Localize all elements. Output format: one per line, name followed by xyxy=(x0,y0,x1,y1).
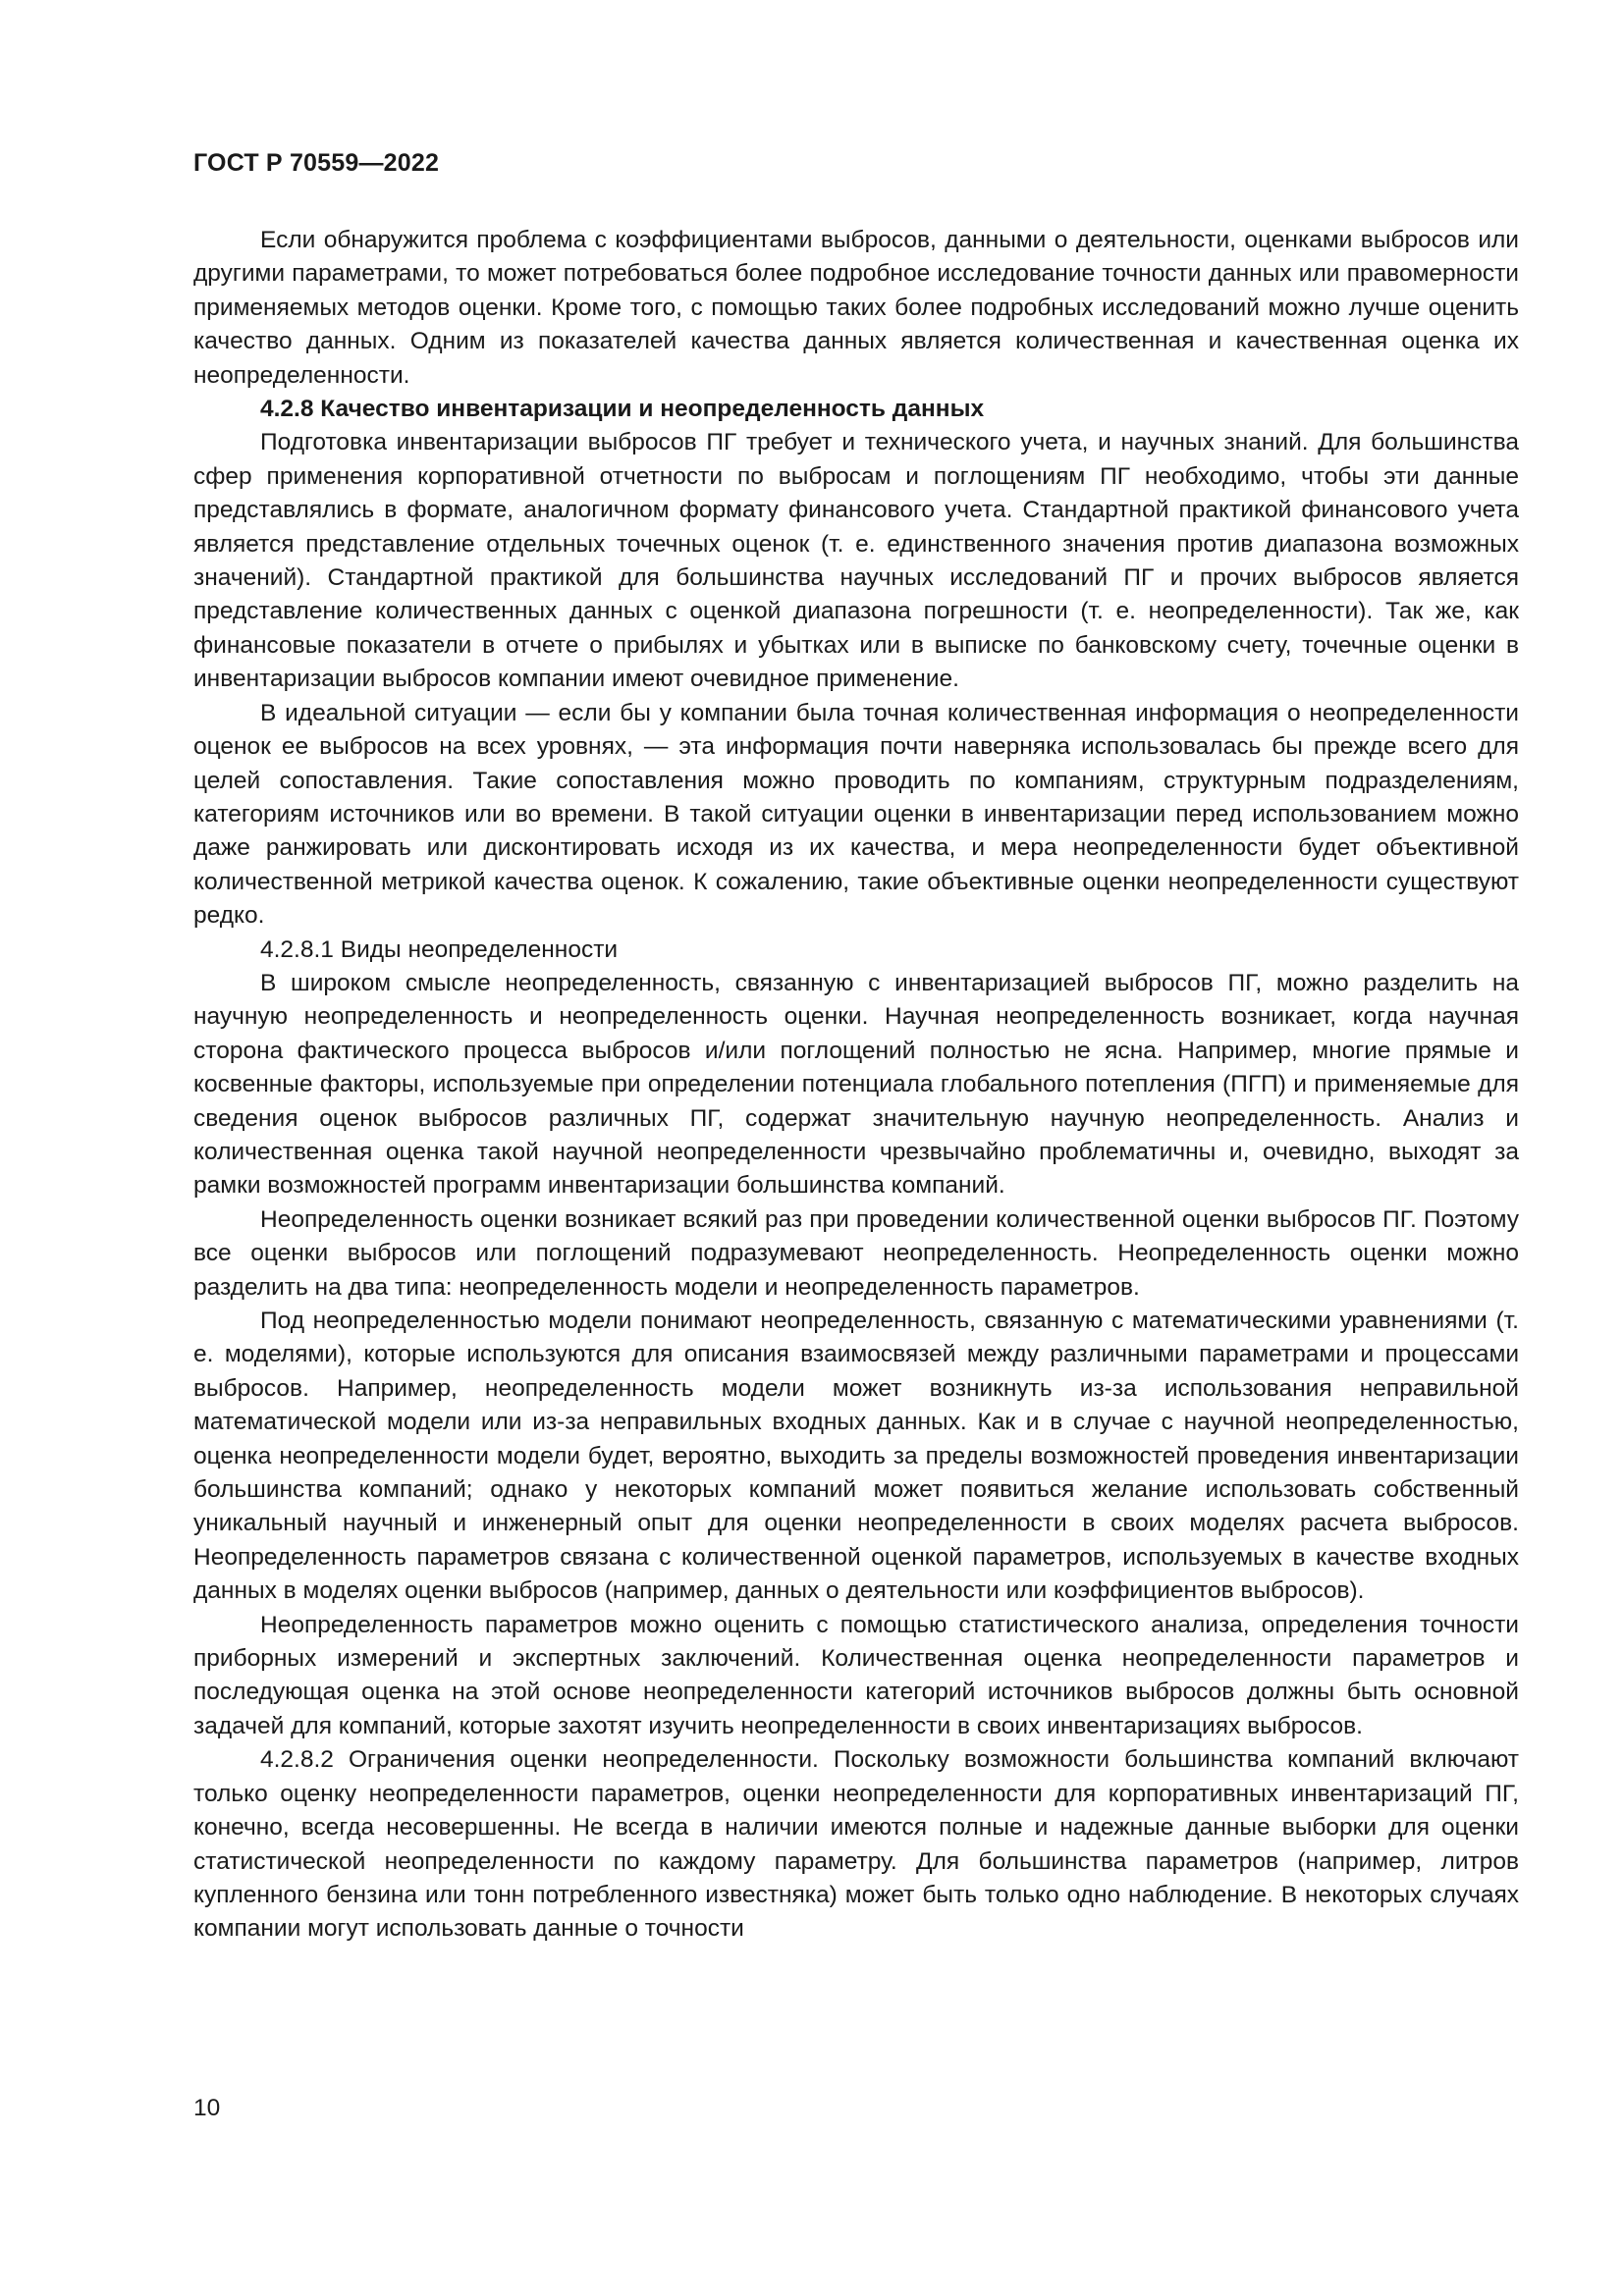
body-text xyxy=(193,224,1519,1947)
paragraph: Неопределенность параметров можно оценить с помощью статистического анализа, определения точности приборных измерений и экспертных заключений. Количественная оценка неопределенности параметров и последующая оценка на этой основе неопределенности категорий источников выбросов должны быть основной задачей для компаний, которые захотят изучить неопределенности в своих инвентаризациях выбросов. xyxy=(193,1611,1519,1739)
paragraph: В широком смысле неопределенность, связанную с инвентаризацией выбросов ПГ, можно разделить на научную неопределенность и неопределенность оценки. Научная неопределенность возникает, когда научная сторона фактического процесса выбросов и/или поглощений полностью не ясна. Например, многие прямые и косвенные факторы, используемые при определении потенциала глобального потепления (ПГП) и применяемые для сведения оценок выбросов различных ПГ, содержат значительную научную неопределенность. Анализ и количественная оценка такой научной неопределенности чрезвычайно проблематичны и, очевидно, выходят за рамки возможностей программ инвентаризации большинства компаний. xyxy=(193,969,1519,1200)
page-number: 10 xyxy=(193,2095,221,2121)
paragraph: 4.2.8.2 Ограничения оценки неопределенности. Поскольку возможности большинства компаний включают только оценку неопределенности параметров, оценки неопределенности для корпоративных инвентаризаций ПГ, конечно, всегда несовершенны. Не всегда в наличии имеются полные и надежные данные выборки для оценки статистической неопределенности по каждому параметру. Для большинства параметров (например, литров купленного бензина или тонн потребленного известняка) может быть только одно наблюдение. В некоторых случаях компании могут использовать данные о точности xyxy=(193,1746,1519,1943)
paragraph: В идеальной ситуации — если бы у компании была точная количественная информация о неопределенности оценок ее выбросов на всех уровнях, — эта информация почти наверняка использовалась бы прежде всего для целей сопоставления. Такие сопоставления можно проводить по компаниям, структурным подразделениям, категориям источников или во времени. В такой ситуации оценки в инвентаризации перед использованием можно даже ранжировать или дисконтировать исходя из их качества, и мера неопределенности будет объективной количественной метрикой качества оценок. К сожалению, такие объективные оценки неопределенности существуют редко. xyxy=(193,699,1519,930)
section-heading: 4.2.8 Качество инвентаризации и неопределенность данных xyxy=(260,396,985,423)
paragraph: Неопределенность оценки возникает всякий раз при проведении количественной оценки выбросов ПГ. Поэтому все оценки выбросов или поглощений подразумевают неопределенность. Неопределенность оценки можно разделить на два типа: неопределенность модели и неопределенность параметров. xyxy=(193,1205,1519,1301)
standard-header: ГОСТ Р 70559—2022 xyxy=(193,149,440,177)
paragraph: Под неопределенностью модели понимают неопределенность, связанную с математическими уравнениями (т. е. моделями), которые используются для описания взаимосвязей между различными параметрами и процессами выбросов. Например, неопределенность модели может возникнуть из-за использования неправильной математической модели или из-за неправильных входных данных. Как и в случае с научной неопределенностью, оценка неопределенности модели будет, вероятно, выходить за пределы возможностей проведения инвентаризации большинства компаний; однако у некоторых компаний может появиться желание использовать собственный уникальный научный и инженерный опыт для оценки неопределенности в своих моделях расчета выбросов. Неопределенность параметров связана с количественной оценкой параметров, используемых в качестве входных данных в моделях оценки выбросов (например, данных о деятельности или коэффициентов выбросов). xyxy=(193,1308,1519,1605)
paragraph: Если обнаружится проблема с коэффициентами выбросов, данными о деятельности, оценками выбросов или другими параметрами, то может потребоваться более подробное исследование точности данных или правомерности применяемых методов оценки. Кроме того, с помощью таких более подробных исследований можно лучше оценить качество данных. Одним из показателей качества данных является количественная и качественная оценка их неопределенности. xyxy=(193,227,1519,389)
subsection-title: 4.2.8.1 Виды неопределенности xyxy=(260,935,619,963)
paragraph: Подготовка инвентаризации выбросов ПГ требует и технического учета, и научных знаний. Для большинства сфер применения корпоративной отчетности по выбросам и поглощениям ПГ необходимо, чтобы эти данные представлялись в формате, аналогичном формату финансового учета. Стандартной практикой финансового учета является представление отдельных точечных оценок (т. е. единственного значения против диапазона возможных значений). Стандартной практикой для большинства научных исследований ПГ и прочих выбросов является представление количественных данных с оценкой диапазона погрешности (т. е. неопределенности). Так же, как финансовые показатели в отчете о прибылях и убытках или в выписке по банковскому счету, точечные оценки в инвентаризации выбросов компании имеют очевидное применение. xyxy=(193,429,1519,693)
